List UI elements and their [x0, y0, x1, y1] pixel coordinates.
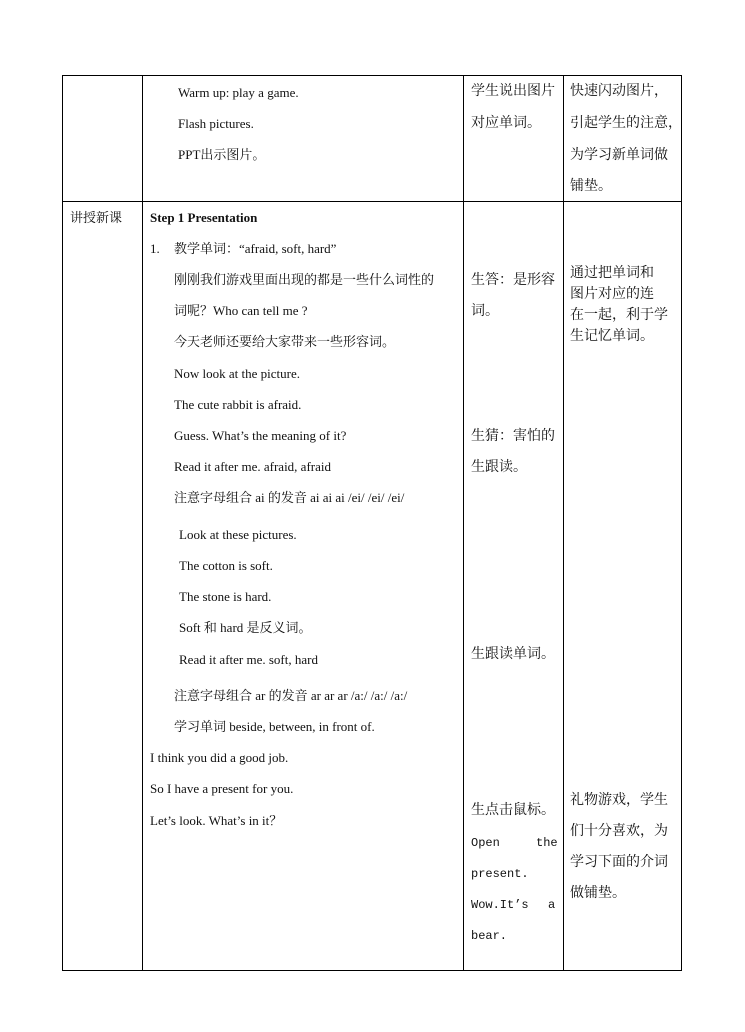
item-number: 1.: [150, 241, 160, 256]
teacher-line: 注意字母组合 ai 的发音 ai ai ai /ei/ /ei/ /ei/: [174, 490, 405, 505]
teacher-line: Read it after me. soft, hard: [179, 652, 318, 667]
teacher-line: The stone is hard.: [179, 589, 272, 604]
col-divider-1: [142, 75, 143, 971]
table-top-border: [62, 75, 682, 76]
student-read-words: 生跟读单词。: [471, 647, 555, 662]
teacher-line: Soft 和 hard 是反义词。: [179, 620, 312, 635]
flash-line: Flash pictures.: [178, 116, 254, 131]
teacher-line: I think you did a good job.: [150, 750, 289, 765]
teacher-line: Look at these pictures.: [179, 527, 297, 542]
student-guess-line2: 生跟读。: [471, 460, 527, 475]
teacher-line: 今天老师还要给大家带来一些形容词。: [174, 334, 396, 349]
ppt-line: PPT出示图片。: [178, 147, 266, 162]
teacher-line: 学习单词 beside, between, in front of.: [174, 719, 375, 734]
step-heading: Step 1 Presentation: [150, 210, 258, 225]
student-a-word: a: [548, 898, 556, 912]
teacher-line: 词呢？Who can tell me ?: [174, 303, 308, 318]
intent-row1-line3: 为学习新单词做: [570, 148, 668, 163]
intent-words-line1: 通过把单词和: [570, 266, 654, 281]
intent-row1-line2: 引起学生的注意，: [570, 116, 682, 131]
intent-words-line4: 生记忆单词。: [570, 329, 654, 344]
teacher-line: The cute rabbit is afraid.: [174, 397, 302, 412]
intent-words-line2: 图片对应的连: [570, 287, 654, 302]
warmup-line: Warm up: play a game.: [178, 85, 299, 100]
student-answer-line2: 词。: [471, 304, 499, 319]
intent-gift-line2: 们十分喜欢，为: [570, 824, 668, 839]
student-row1-line2: 对应单词。: [471, 116, 541, 131]
student-wow-word: Wow.It’s: [471, 898, 529, 912]
col-divider-2: [463, 75, 464, 971]
student-the-word: the: [536, 836, 558, 850]
teacher-line: The cotton is soft.: [179, 558, 273, 573]
col-divider-3: [563, 75, 564, 971]
student-row1-line1: 学生说出图片: [471, 84, 555, 99]
teacher-line: So I have a present for you.: [150, 781, 294, 796]
student-answer-line1: 生答：是形容: [471, 273, 555, 288]
teacher-line: 刚刚我们游戏里面出现的都是一些什么词性的: [174, 272, 435, 287]
student-click-mouse: 生点击鼠标。: [471, 803, 555, 818]
intent-gift-line4: 做铺垫。: [570, 886, 626, 901]
teacher-line: 教学单词：“afraid, soft, hard”: [174, 241, 337, 256]
teacher-line: Now look at the picture.: [174, 366, 300, 381]
student-present-word: present.: [471, 867, 529, 881]
table-right-border: [681, 75, 682, 971]
teacher-line: Let’s look. What’s in it？: [150, 813, 283, 828]
intent-row1-line4: 铺垫。: [570, 179, 612, 194]
student-guess-line1: 生猜：害怕的: [471, 429, 555, 444]
teacher-line: Read it after me. afraid, afraid: [174, 459, 331, 474]
table-bottom-border: [62, 970, 682, 971]
intent-words-line3: 在一起，利于学: [570, 308, 668, 323]
intent-row1-line1: 快速闪动图片，: [570, 84, 668, 99]
table-left-border: [62, 75, 63, 971]
student-open-word: Open: [471, 836, 500, 850]
teacher-line: 注意字母组合 ar 的发音 ar ar ar /a:/ /a:/ /a:/: [174, 688, 408, 703]
teacher-line: Guess. What’s the meaning of it?: [174, 428, 347, 443]
stage-label: 讲授新课: [70, 210, 123, 225]
row-divider: [62, 201, 682, 202]
student-bear-word: bear.: [471, 929, 508, 943]
intent-gift-line3: 学习下面的介词: [570, 855, 668, 870]
intent-gift-line1: 礼物游戏，学生: [570, 793, 668, 808]
